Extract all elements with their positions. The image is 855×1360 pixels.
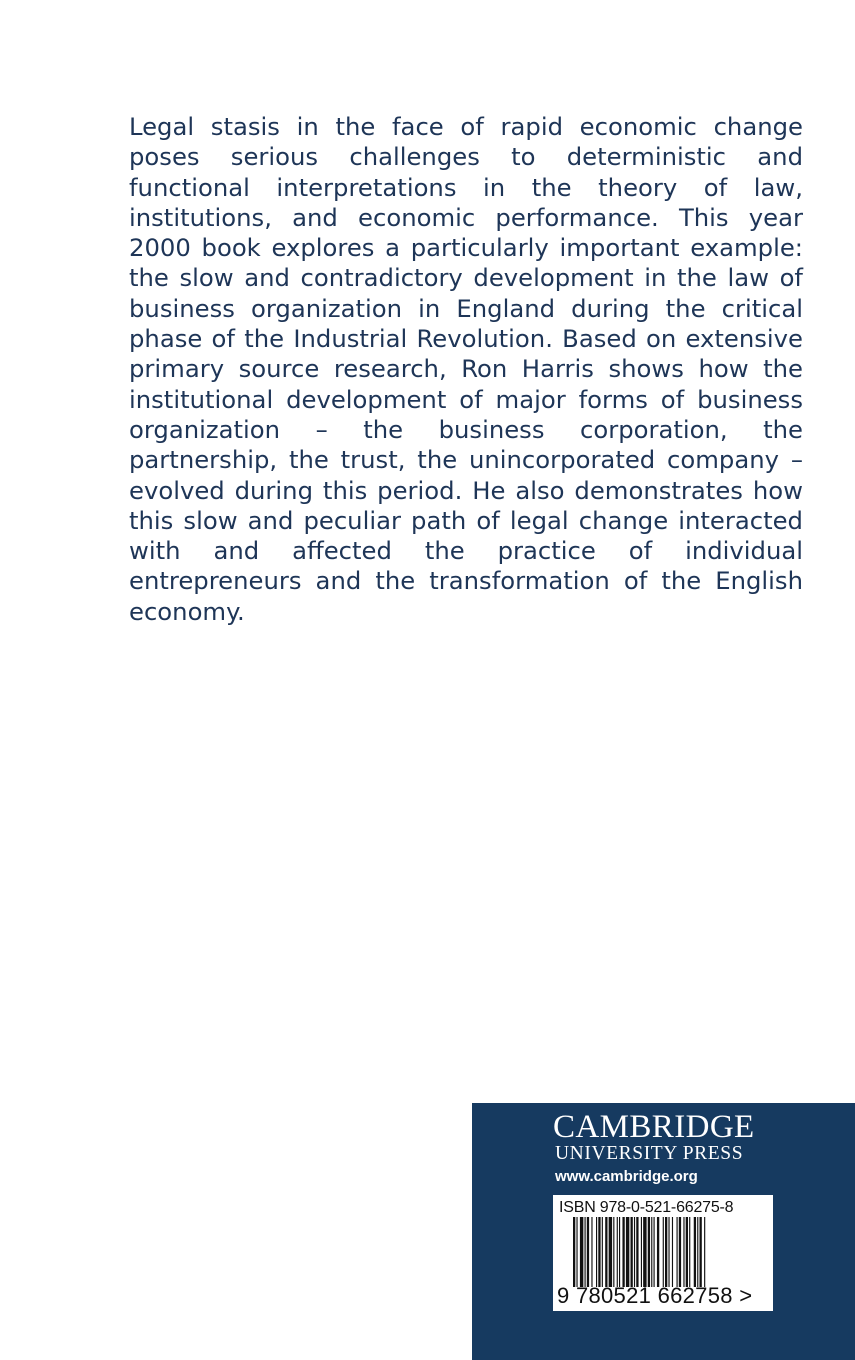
barcode-digits: 9 780521 662758 >: [557, 1283, 753, 1308]
book-description: Legal stasis in the face of rapid economic change poses serious challenges to deterministic and functional interpretations in the theory of law, institutions, and economic performance. This year 2000 book explores a particularly important example: the slow and contradictory development in the law of business organization in England during the critical phase of the Industrial Revolution. Based on extensive primary source research, Ron Harris shows how the institutional development of major forms of business organization – the business corporation, the partnership, the trust, the unincorporated company – evolved during this period. He also demonstrates how this slow and peculiar path of legal change interacted with and affected the practice of individual entrepreneurs and the transformation of the English economy.: [129, 112, 803, 626]
barcode-box: [553, 1195, 773, 1311]
barcode-icon: [573, 1217, 757, 1287]
isbn-label: ISBN 978-0-521-66275-8: [559, 1199, 734, 1216]
publisher-url: www.cambridge.org: [555, 1168, 698, 1185]
publisher-name: CAMBRIDGE: [553, 1109, 755, 1145]
publisher-panel: [472, 1103, 855, 1360]
publisher-subtitle: UNIVERSITY PRESS: [555, 1143, 744, 1164]
